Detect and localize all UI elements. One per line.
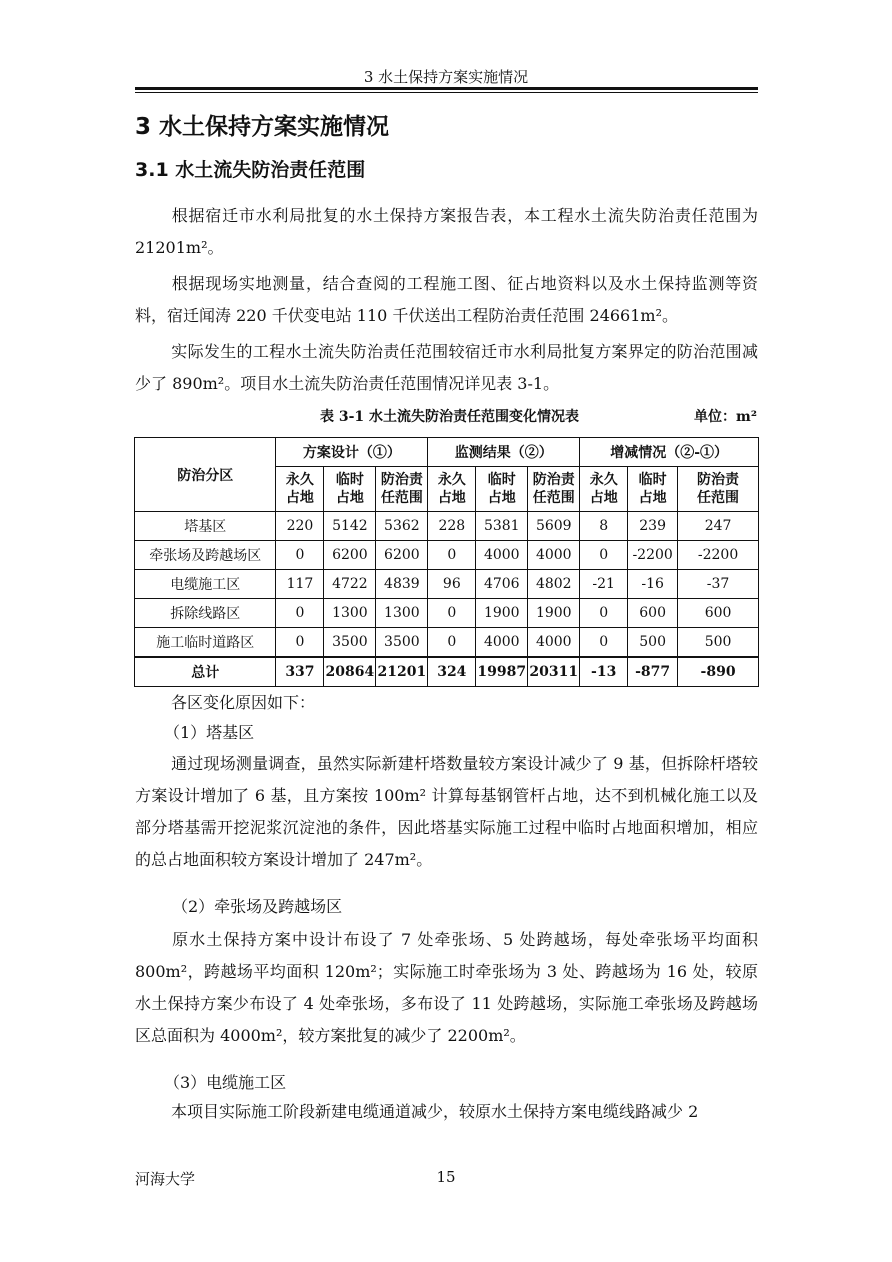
value-cell: 8 (580, 512, 628, 541)
zone-name-cell: 电缆施工区 (135, 570, 276, 599)
subheader-line: 任范围 (532, 490, 575, 506)
value-cell: 0 (276, 541, 324, 570)
value-cell: 0 (428, 599, 476, 628)
responsibility-table (134, 437, 759, 687)
total-value-cell: -890 (678, 657, 759, 687)
subheader-line: 占地 (487, 490, 516, 506)
value-cell: 6200 (324, 541, 376, 570)
total-value-cell: 20864 (324, 657, 376, 687)
value-cell: 0 (580, 628, 628, 658)
value-cell: 247 (678, 512, 759, 541)
total-value-cell: 19987 (476, 657, 528, 687)
subsection-title: 3.1 水土流失防治责任范围 (135, 159, 366, 181)
subheader-line: 永久 (589, 472, 618, 488)
paragraph-3-text: 实际发生的工程水土流失防治责任范围较宿迁市水利局批复方案界定的防治范围减少了 890m²。项目水土流失防治责任范围情况详见表 3-1。 (135, 342, 758, 393)
table-row (135, 512, 759, 541)
value-cell: 5142 (324, 512, 376, 541)
total-value-cell: 324 (428, 657, 476, 687)
value-cell: 1300 (376, 599, 428, 628)
zone-name-cell: 牵张场及跨越场区 (135, 541, 276, 570)
value-cell: -37 (678, 570, 759, 599)
zone-name-cell: 施工临时道路区 (135, 628, 276, 658)
table-row (135, 541, 759, 570)
subheader-line: 防治责 (532, 472, 575, 488)
value-cell: 5381 (476, 512, 528, 541)
value-cell: 5362 (376, 512, 428, 541)
table-row (135, 570, 759, 599)
section-title: 3 水土保持方案实施情况 (135, 114, 390, 140)
value-cell: 3500 (376, 628, 428, 658)
value-cell: 500 (628, 628, 678, 658)
header-rule-thin (135, 92, 758, 93)
subheader-cell (580, 467, 628, 512)
header-zone: 防治分区 (135, 438, 276, 512)
subheader-line: 防治责 (380, 472, 423, 488)
paragraph-2-text: 根据现场实地测量，结合查阅的工程施工图、征占地资料以及水土保持监测等资料，宿迁闻涛 220 千伏变电站 110 千伏送出工程防治责任范围 24661m²。 (135, 274, 758, 325)
table-total-row (135, 657, 759, 687)
subheader-line: 任范围 (380, 490, 423, 506)
value-cell: 600 (678, 599, 759, 628)
item-2-text: 原水土保持方案中设计布设了 7 处牵张场、5 处跨越场，每处牵张场平均面积 800m²，跨越场平均面积 120m²；实际施工时牵张场为 3 处、跨越场为 16 处，较原水土保持方案少布设了 4 处牵张场，多布设了 11 处跨越场，实际施工牵张场及跨越场区总面积为 4000m²，较方案批复的减少了 2200m²。 (135, 930, 758, 1045)
total-value-cell: 337 (276, 657, 324, 687)
item-1-text: 通过现场测量调查，虽然实际新建杆塔数量较方案设计减少了 9 基，但拆除杆塔较方案设计增加了 6 基，且方案按 100m² 计算每基钢管杆占地，达不到机械化施工以及部分塔基需开挖泥浆沉淀池的条件，因此塔基实际施工过程中临时占地面积增加，相应的总占地面积较方案设计增加了 247m²。 (135, 754, 758, 869)
value-cell: 1900 (476, 599, 528, 628)
total-label-cell: 总计 (135, 657, 276, 687)
item-3-title: （3）电缆施工区 (164, 1073, 287, 1092)
total-value-cell: -877 (628, 657, 678, 687)
subheader-cell (324, 467, 376, 512)
subheader-line: 防治责 (697, 472, 740, 488)
table-row (135, 628, 759, 658)
value-cell: 228 (428, 512, 476, 541)
value-cell: -2200 (628, 541, 678, 570)
item-3-paragraph (135, 1096, 758, 1128)
value-cell: 3500 (324, 628, 376, 658)
value-cell: 5609 (528, 512, 580, 541)
subheader-line: 临时 (487, 472, 516, 488)
subheader-cell (528, 467, 580, 512)
item-1-paragraph (135, 748, 758, 876)
value-cell: 4000 (476, 541, 528, 570)
value-cell: 4706 (476, 570, 528, 599)
value-cell: 6200 (376, 541, 428, 570)
value-cell: 96 (428, 570, 476, 599)
subheader-cell (376, 467, 428, 512)
value-cell: 239 (628, 512, 678, 541)
subheader-line: 占地 (285, 490, 314, 506)
footer-page-number: 15 (436, 1168, 456, 1186)
value-cell: 4000 (528, 541, 580, 570)
value-cell: 4000 (476, 628, 528, 658)
paragraph-2 (135, 268, 758, 332)
subheader-line: 占地 (638, 490, 667, 506)
header-rule-thick (135, 87, 758, 90)
value-cell: 1300 (324, 599, 376, 628)
subheader-line: 占地 (589, 490, 618, 506)
value-cell: -16 (628, 570, 678, 599)
paragraph-3 (135, 336, 758, 400)
value-cell: 0 (580, 599, 628, 628)
value-cell: -21 (580, 570, 628, 599)
subheader-cell (428, 467, 476, 512)
zone-name-cell: 塔基区 (135, 512, 276, 541)
item-2-title: （2）牵张场及跨越场区 (172, 897, 343, 916)
subheader-line: 临时 (335, 472, 364, 488)
subheader-line: 任范围 (697, 490, 740, 506)
table-unit: 单位：m² (694, 409, 757, 425)
value-cell: 220 (276, 512, 324, 541)
value-cell: 117 (276, 570, 324, 599)
value-cell: 500 (678, 628, 759, 658)
value-cell: 0 (276, 599, 324, 628)
paragraph-1-text: 根据宿迁市水利局批复的水土保持方案报告表，本工程水土流失防治责任范围为 21201m²。 (135, 206, 758, 257)
running-header: 3 水土保持方案实施情况 (363, 68, 529, 86)
value-cell: 4839 (376, 570, 428, 599)
subheader-line: 永久 (437, 472, 466, 488)
value-cell: 4802 (528, 570, 580, 599)
item-1-title: （1）塔基区 (164, 723, 255, 742)
footer-institution: 河海大学 (135, 1170, 196, 1188)
subheader-cell (678, 467, 759, 512)
total-value-cell: -13 (580, 657, 628, 687)
table-caption-title: 表 3-1 水土流失防治责任范围变化情况表 (320, 409, 580, 425)
value-cell: 0 (276, 628, 324, 658)
subheader-line: 占地 (335, 490, 364, 506)
value-cell: 4722 (324, 570, 376, 599)
header-group-monitoring: 监测结果（②） (428, 438, 580, 467)
value-cell: 0 (580, 541, 628, 570)
header-group-change: 增减情况（②-①） (580, 438, 759, 467)
subheader-cell (476, 467, 528, 512)
subheader-line: 占地 (437, 490, 466, 506)
paragraph-1 (135, 200, 758, 264)
subheader-line: 永久 (285, 472, 314, 488)
total-value-cell: 21201 (376, 657, 428, 687)
value-cell: 1900 (528, 599, 580, 628)
value-cell: 0 (428, 541, 476, 570)
value-cell: 600 (628, 599, 678, 628)
value-cell: -2200 (678, 541, 759, 570)
value-cell: 4000 (528, 628, 580, 658)
item-2-paragraph (135, 924, 758, 1052)
table-row (135, 599, 759, 628)
subheader-line: 临时 (638, 472, 667, 488)
subheader-cell (628, 467, 678, 512)
total-value-cell: 20311 (528, 657, 580, 687)
changes-intro: 各区变化原因如下： (171, 693, 316, 712)
value-cell: 0 (428, 628, 476, 658)
subheader-cell (276, 467, 324, 512)
header-group-design: 方案设计（①） (276, 438, 428, 467)
zone-name-cell: 拆除线路区 (135, 599, 276, 628)
item-3-text: 本项目实际施工阶段新建电缆通道减少，较原水土保持方案电缆线路减少 2 (171, 1102, 699, 1121)
